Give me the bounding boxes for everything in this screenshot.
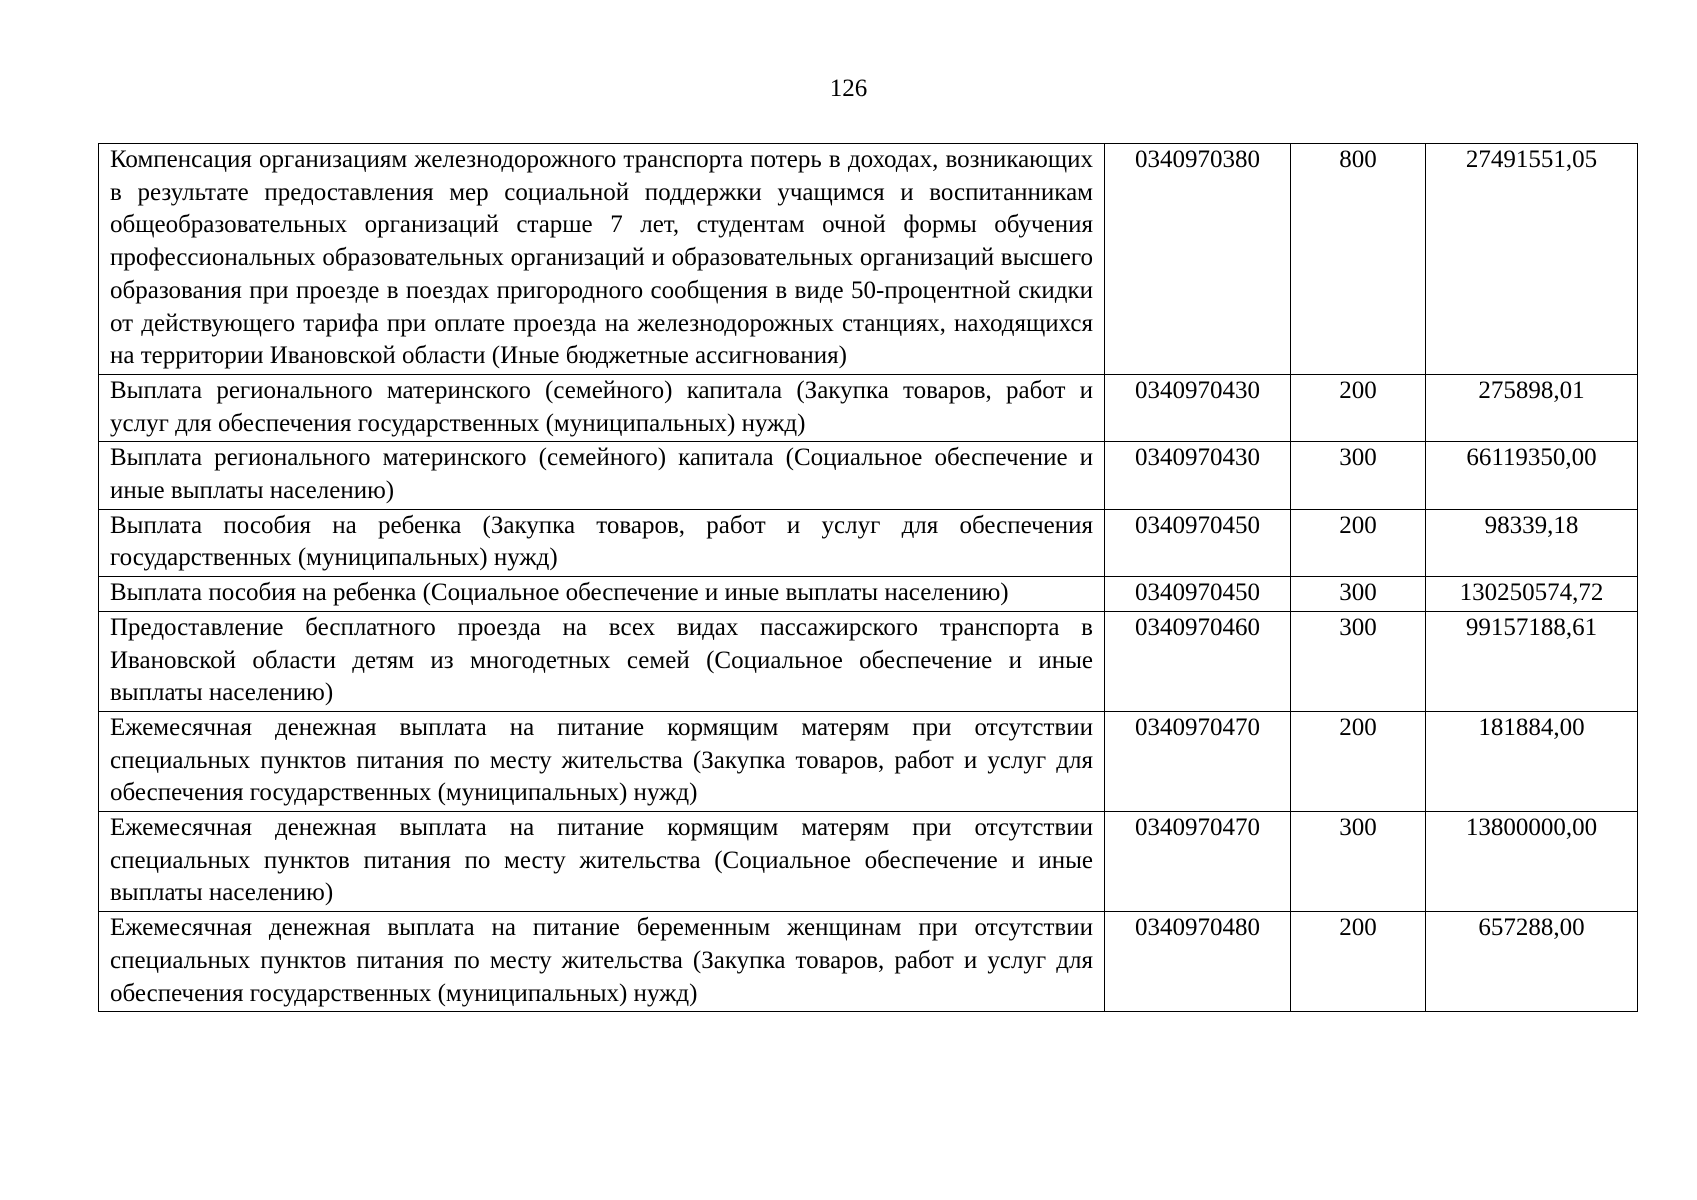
target-code-cell: 0340970450 (1105, 577, 1291, 612)
table-row (99, 912, 1638, 1012)
expense-name-cell: Ежемесячная денежная выплата на питание беременным женщинам при отсутствии специальных пунктов питания по месту жительства (Закупка товаров, работ и услуг для обеспечения государственных (муниципальных) нужд) (99, 912, 1105, 1012)
amount-cell: 99157188,61 (1426, 611, 1638, 711)
table-row (99, 442, 1638, 509)
target-code-cell: 0340970470 (1105, 711, 1291, 811)
amount-cell: 13800000,00 (1426, 812, 1638, 912)
expense-name-cell: Компенсация организациям железнодорожного транспорта потерь в доходах, возникающих в результате предоставления мер социальной поддержки учащимся и воспитанникам общеобразовательных организаций старше 7 лет, студентам очной формы обучения профессиональных образовательных организаций и образовательных организаций высшего образования при проезде в поездах пригородного сообщения в виде 50-процентной скидки от действующего тарифа при оплате проезда на железнодорожных станциях, находящихся на территории Ивановской области (Иные бюджетные ассигнования) (99, 144, 1105, 375)
target-code-cell: 0340970380 (1105, 144, 1291, 375)
page-number: 126 (829, 75, 868, 102)
amount-cell: 66119350,00 (1426, 442, 1638, 509)
expense-type-cell: 200 (1291, 509, 1426, 576)
expense-type-cell: 300 (1291, 442, 1426, 509)
table-row (99, 144, 1638, 375)
expense-name-cell: Предоставление бесплатного проезда на всех видах пассажирского транспорта в Ивановской области детям из многодетных семей (Социальное обеспечение и иные выплаты населению) (99, 611, 1105, 711)
expense-type-cell: 800 (1291, 144, 1426, 375)
target-code-cell: 0340970450 (1105, 509, 1291, 576)
amount-cell: 657288,00 (1426, 912, 1638, 1012)
expense-name-cell: Ежемесячная денежная выплата на питание кормящим матерям при отсутствии специальных пунктов питания по месту жительства (Закупка товаров, работ и услуг для обеспечения государственных (муниципальных) нужд) (99, 711, 1105, 811)
table-row (99, 374, 1638, 441)
expense-name-cell: Выплата регионального материнского (семейного) капитала (Социальное обеспечение и иные выплаты населению) (99, 442, 1105, 509)
expense-type-cell: 300 (1291, 812, 1426, 912)
amount-cell: 130250574,72 (1426, 577, 1638, 612)
amount-cell: 98339,18 (1426, 509, 1638, 576)
table-row (99, 611, 1638, 711)
expense-name-cell: Выплата пособия на ребенка (Закупка товаров, работ и услуг для обеспечения государственных (муниципальных) нужд) (99, 509, 1105, 576)
expense-type-cell: 300 (1291, 577, 1426, 612)
expense-type-cell: 200 (1291, 912, 1426, 1012)
amount-cell: 181884,00 (1426, 711, 1638, 811)
expense-type-cell: 200 (1291, 374, 1426, 441)
expense-name-cell: Выплата пособия на ребенка (Социальное обеспечение и иные выплаты населению) (99, 577, 1105, 612)
expense-name-cell: Ежемесячная денежная выплата на питание кормящим матерям при отсутствии специальных пунктов питания по месту жительства (Социальное обеспечение и иные выплаты населению) (99, 812, 1105, 912)
budget-table (98, 143, 1638, 1012)
target-code-cell: 0340970430 (1105, 442, 1291, 509)
target-code-cell: 0340970460 (1105, 611, 1291, 711)
target-code-cell: 0340970480 (1105, 912, 1291, 1012)
expense-name-cell: Выплата регионального материнского (семейного) капитала (Закупка товаров, работ и услуг для обеспечения государственных (муниципальных) нужд) (99, 374, 1105, 441)
table-row (99, 812, 1638, 912)
expense-type-cell: 200 (1291, 711, 1426, 811)
target-code-cell: 0340970430 (1105, 374, 1291, 441)
table-row (99, 509, 1638, 576)
target-code-cell: 0340970470 (1105, 812, 1291, 912)
amount-cell: 275898,01 (1426, 374, 1638, 441)
amount-cell: 27491551,05 (1426, 144, 1638, 375)
table-row (99, 711, 1638, 811)
table-row (99, 577, 1638, 612)
expense-type-cell: 300 (1291, 611, 1426, 711)
